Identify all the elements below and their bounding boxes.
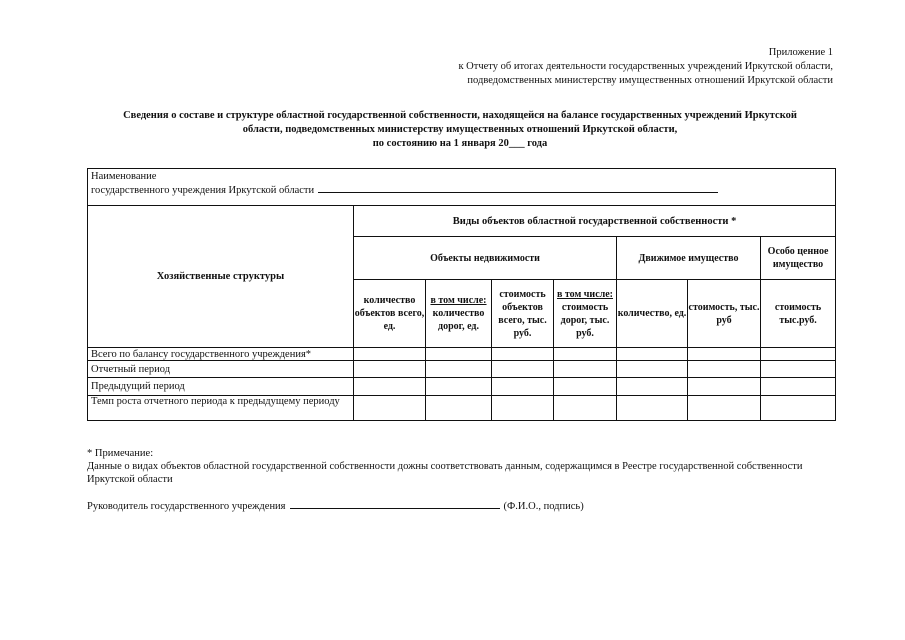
appendix-title: Приложение 1 — [768, 47, 833, 58]
structures-header: Хозяйственные структуры — [88, 206, 354, 348]
institution-name-cell — [88, 169, 836, 206]
table-cell — [426, 361, 492, 378]
table-cell — [554, 361, 617, 378]
table-row — [88, 396, 836, 421]
table-cell — [617, 361, 688, 378]
table-cell — [617, 396, 688, 421]
table-cell — [492, 348, 554, 361]
institution-name-fill-line — [318, 183, 718, 193]
row-label-growth: Темп роста отчетного периода к предыдущему периоду — [88, 396, 354, 421]
table-cell — [426, 378, 492, 396]
table-cell — [617, 378, 688, 396]
table-cell — [354, 378, 426, 396]
col-road-count-label: количество дорог, ед. — [432, 308, 485, 332]
appendix-reference-line-2: подведомственных министерству имущественных отношений Иркутской области — [467, 75, 833, 86]
table-cell — [761, 348, 836, 361]
col-object-value: стоимость объектов всего, тыс. руб. — [492, 280, 554, 348]
table-cell — [354, 348, 426, 361]
col-object-count: количество объектов всего, ед. — [354, 280, 426, 348]
movable-header: Движимое имущество — [617, 237, 761, 280]
row-label-previous: Предыдущий период — [88, 378, 354, 396]
table-cell — [492, 361, 554, 378]
real-estate-header: Объекты недвижимости — [354, 237, 617, 280]
table-cell — [426, 396, 492, 421]
table-cell — [354, 361, 426, 378]
table-cell — [617, 348, 688, 361]
title-line-2: области, подведомственных министерству имущественных отношений Иркутской области, — [242, 124, 678, 135]
table-row — [88, 378, 836, 396]
table-cell — [761, 361, 836, 378]
row-label-total: Всего по балансу государственного учреждения* — [88, 348, 354, 361]
table-row — [88, 348, 836, 361]
footnote-title: * Примечание: — [87, 448, 154, 459]
col-valuable-value: стоимость тыс.руб. — [761, 280, 836, 348]
signature-suffix: (Ф.И.О., подпись) — [503, 501, 584, 512]
institution-name-label-2: государственного учреждения Иркутской области — [91, 185, 315, 196]
property-table — [87, 168, 836, 421]
col-movable-value: стоимость, тыс. руб — [688, 280, 761, 348]
appendix-header — [413, 46, 833, 88]
footnote — [87, 447, 807, 486]
signature-fill-line — [290, 498, 500, 509]
table-cell — [554, 348, 617, 361]
table-cell — [688, 361, 761, 378]
title-line-3: по состоянию на 1 января 20___ года — [372, 138, 548, 149]
table-cell — [688, 378, 761, 396]
footnote-text: Данные о видах объектов областной государственной собственности дожны соответствовать данным, содержащимся в Реестре государственной собственности Иркутской области — [87, 461, 803, 485]
row-label-reporting: Отчетный период — [88, 361, 354, 378]
title-line-1: Сведения о составе и структуре областной государственной собственности, находящейся на балансе государственных учреждений Иркутской — [123, 110, 797, 121]
valuable-header: Особо ценное имущество — [761, 237, 836, 280]
table-cell — [426, 348, 492, 361]
appendix-reference-line-1: к Отчету об итогах деятельности государственных учреждений Иркутской области, — [458, 61, 833, 72]
table-row — [88, 361, 836, 378]
table-cell — [688, 396, 761, 421]
col-road-value — [554, 280, 617, 348]
institution-name-label-1: Наименование — [91, 171, 157, 182]
col-road-count — [426, 280, 492, 348]
col-road-value-prefix: в том числе: — [556, 288, 614, 300]
document-title — [100, 109, 820, 151]
col-road-value-label: стоимость дорог, тыс. руб. — [560, 301, 610, 339]
table-cell — [761, 396, 836, 421]
table-cell — [492, 396, 554, 421]
table-cell — [354, 396, 426, 421]
signature-label: Руководитель государственного учреждения — [87, 501, 286, 512]
col-road-count-prefix: в том числе: — [430, 295, 487, 306]
kinds-header: Виды объектов областной государственной собственности * — [354, 206, 836, 237]
table-cell — [492, 378, 554, 396]
table-cell — [554, 378, 617, 396]
col-movable-count: количество, ед. — [617, 280, 688, 348]
table-cell — [761, 378, 836, 396]
table-cell — [688, 348, 761, 361]
signature-line — [87, 498, 807, 514]
table-cell — [554, 396, 617, 421]
